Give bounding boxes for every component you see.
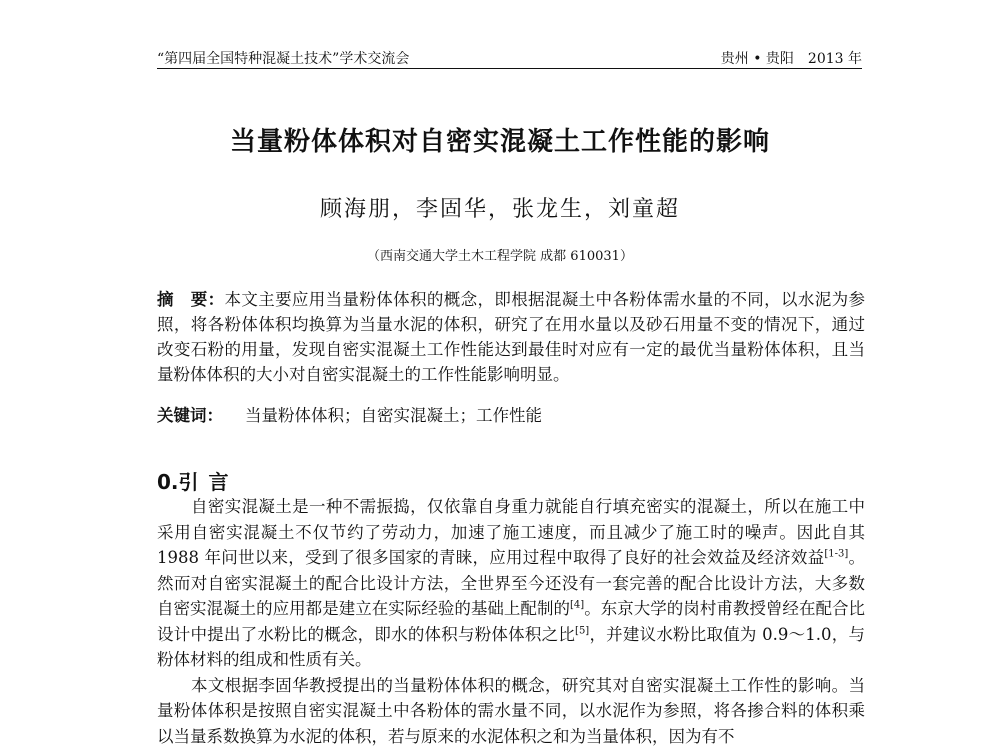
citation-ref: [5] <box>575 625 589 636</box>
header-conference: “第四届全国特种混凝土技术”学术交流会 <box>157 48 409 68</box>
paper-title: 当量粉体体积对自密实混凝土工作性能的影响 <box>0 121 1000 158</box>
keywords-label: 关键词： <box>157 406 223 425</box>
para1-part2: 。然而对自密实混凝土的配合比设计方法，全世界至今还没有一套完善的配合比设计方法，大多数自密实混凝土的应用都是建立在实际经验的基础上配制的 <box>157 548 865 618</box>
para1-part3: 。东京大学的岗村甫教授曾经在配合比设计中提出了水粉比的概念，即水的体积与粉体体积之比 <box>157 599 865 644</box>
header-location-year: 贵州 • 贵阳 2013 年 <box>721 48 862 68</box>
paragraph-2: 本文根据李固华教授提出的当量粉体体积的概念，研究其对自密实混凝土工作性的影响。当量粉体体积是按照自密实混凝土中各粉体的需水量不同，以水泥作为参照，将各掺合料的体积乘以当量系数换算为水泥的体积，若与原来的水泥体积之和为当量体积，因为有不 <box>157 673 865 749</box>
running-header <box>157 46 862 69</box>
keywords-text: 当量粉体体积；自密实混凝土；工作性能 <box>245 406 542 425</box>
abstract-text: 本文主要应用当量粉体体积的概念，即根据混凝土中各粉体需水量的不同，以水泥为参照，将各粉体体积均换算为当量水泥的体积，研究了在用水量以及砂石用量不变的情况下，通过改变石粉的用量，发现自密实混凝土工作性能达到最佳时对应有一定的最优当量粉体体积，且当量粉体体积的大小对自密实混凝土的工作性能影响明显。 <box>157 290 865 384</box>
keywords <box>157 402 542 426</box>
citation-ref: [1-3] <box>824 549 848 560</box>
abstract-label: 摘 要： <box>157 290 224 309</box>
author-affiliation: （西南交通大学土木工程学院 成都 610031） <box>0 245 1000 264</box>
section-heading-introduction <box>157 466 229 495</box>
body-text <box>157 494 865 749</box>
abstract <box>157 287 865 387</box>
paragraph-1 <box>157 494 865 673</box>
paper-authors: 顾海朋，李固华，张龙生，刘童超 <box>0 192 1000 223</box>
citation-ref: [4] <box>570 600 584 611</box>
para1-part4: ，并建议水粉比取值为 0.9～1.0，与粉体材料的组成和性质有关。 <box>157 625 865 670</box>
para1-part1: 自密实混凝土是一种不需振捣，仅依靠自身重力就能自行填充密实的混凝土，所以在施工中采用自密实混凝土不仅节约了劳动力，加速了施工速度，而且减少了施工时的噪声。因此自其 1988 年问世以来，受到了很多国家的青睐，应用过程中取得了良好的社会效益及经济效益 <box>157 497 865 567</box>
section-title: 言 <box>209 470 229 494</box>
section-number: 0.引 <box>157 470 199 494</box>
